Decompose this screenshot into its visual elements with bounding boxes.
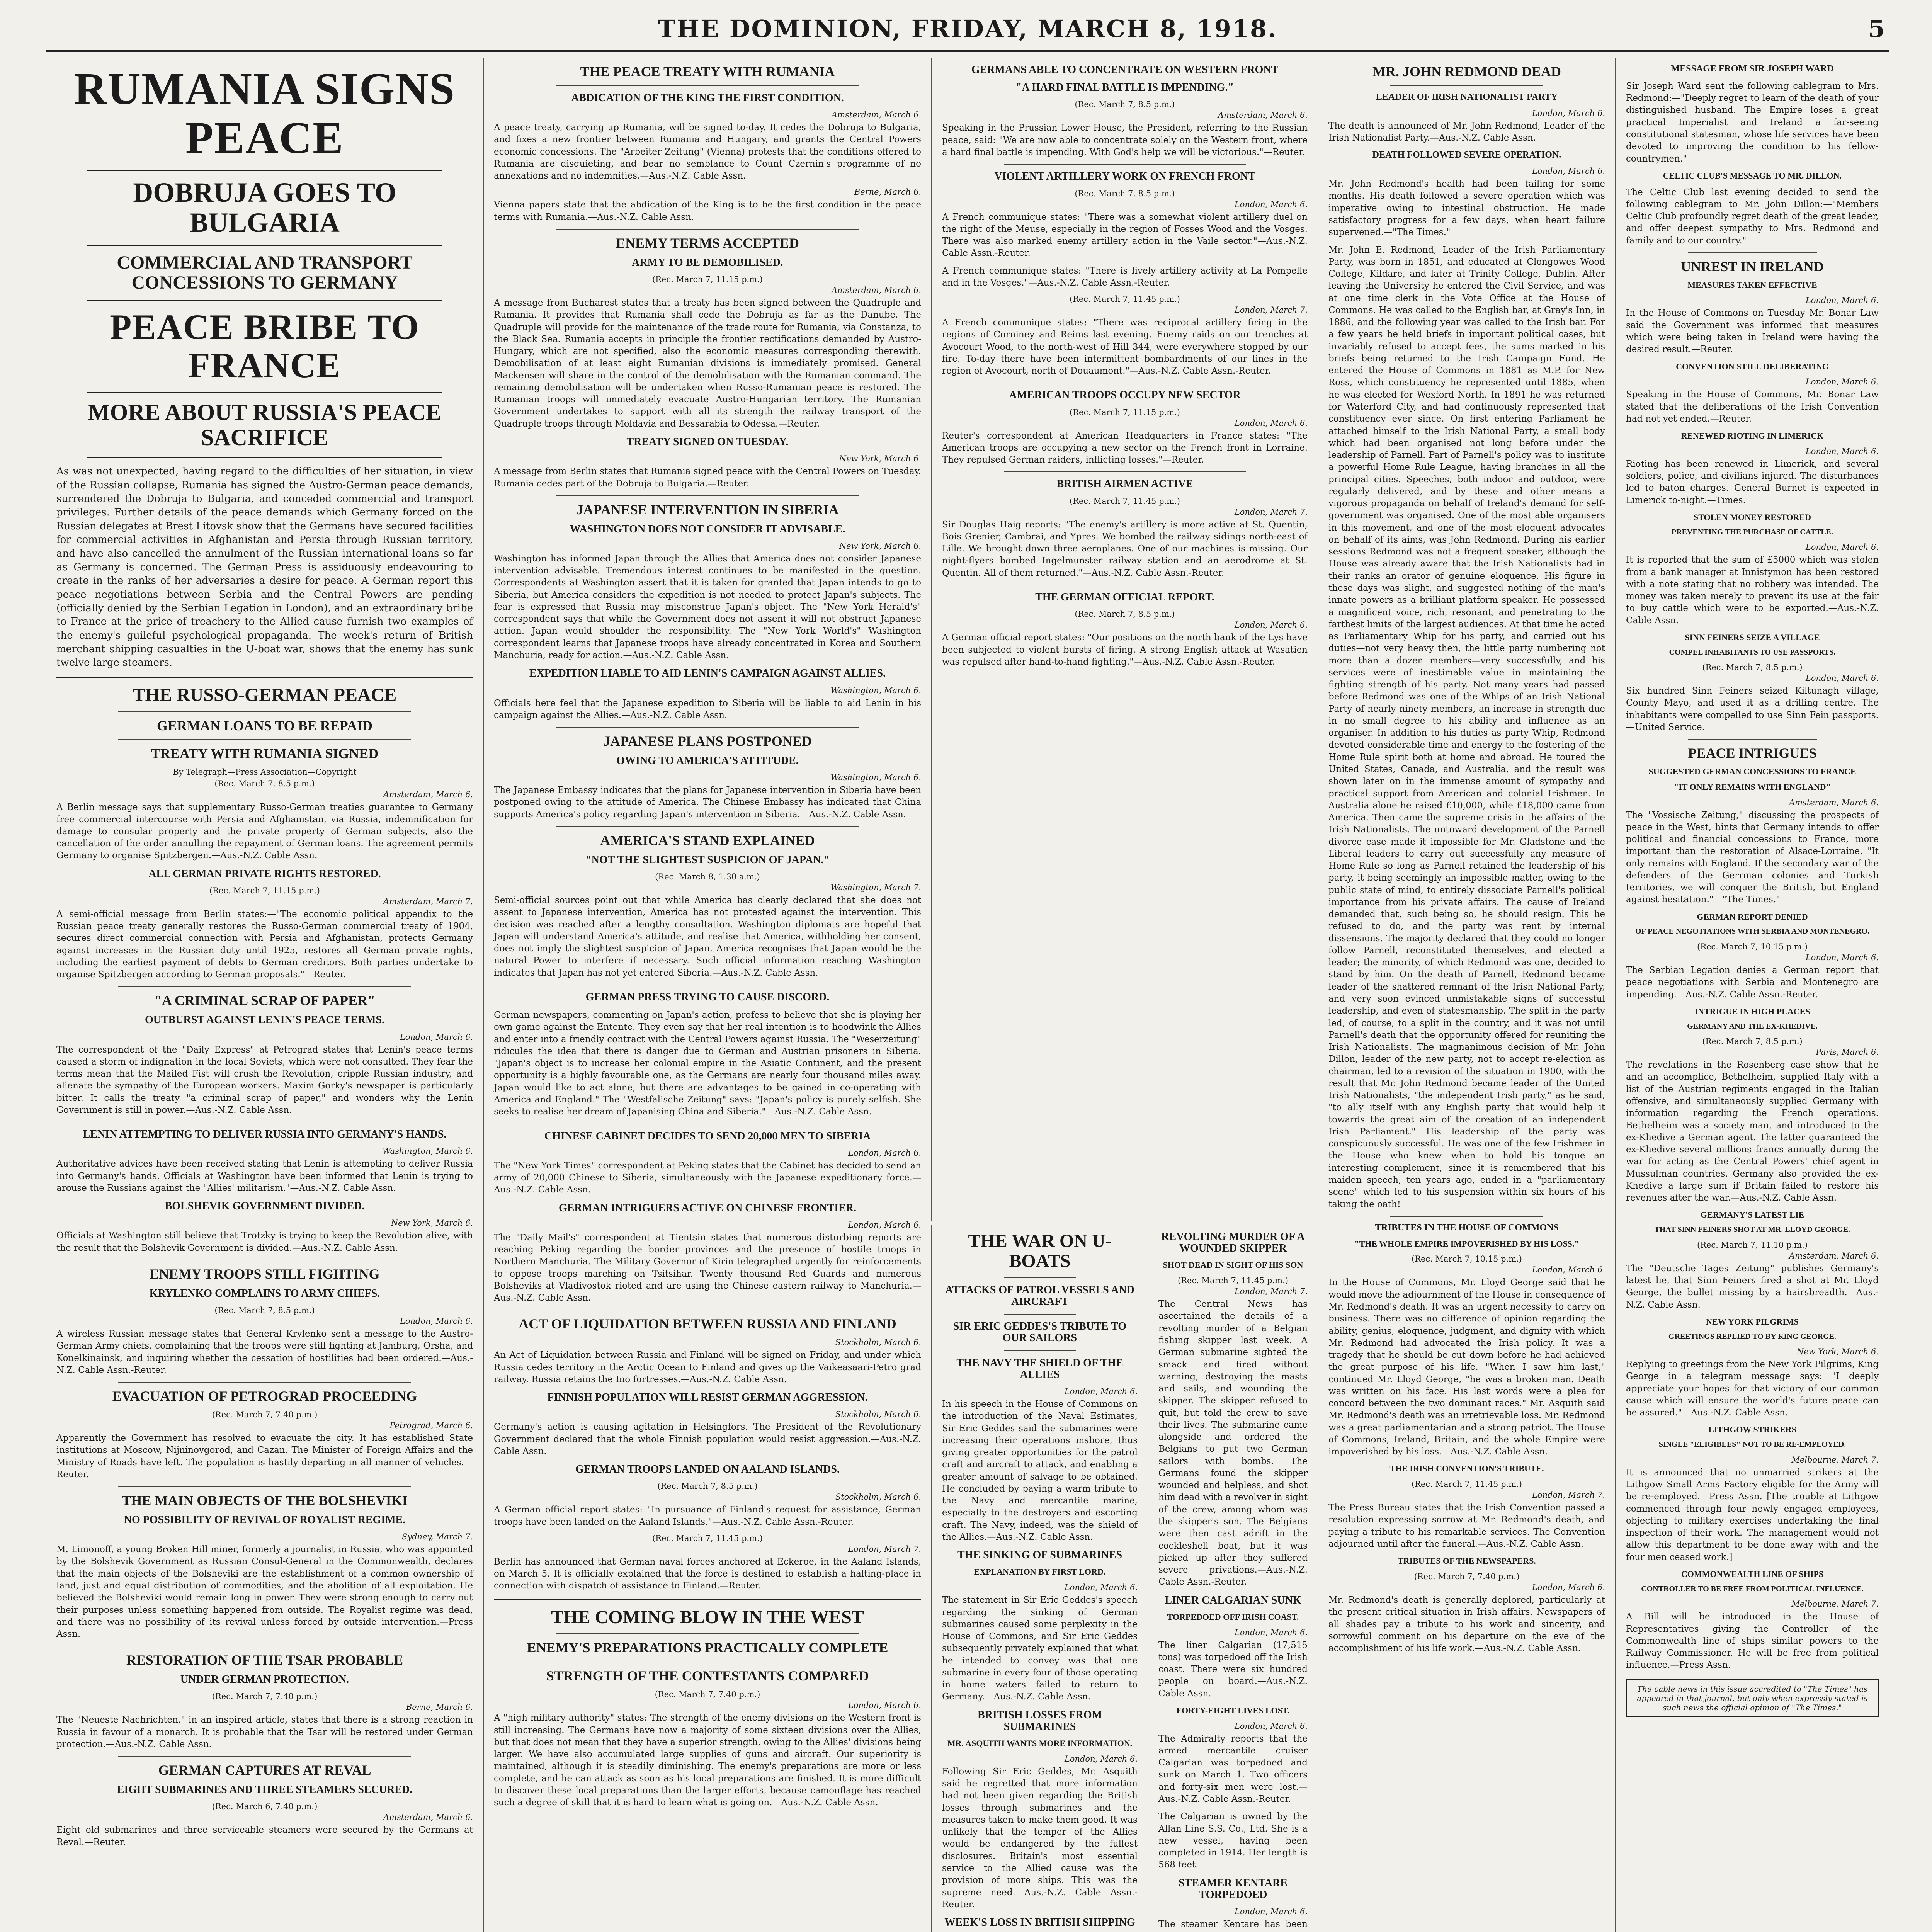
headline-irish-convention: THE IRISH CONVENTION'S TRIBUTE.: [1389, 1464, 1544, 1474]
subhead: ARMY TO BE DEMOBILISED.: [632, 256, 783, 269]
article-text: A message from Bucharest states that a treaty has been signed between the Quadruple and Rumania. It provides that Rumania shall cede the Dobruja as far as the Danube. The Quadruple will provide for the maintenance of the trade route for Rumania, via Constanza, to the Black Sea. Rumania accepts in principle the frontier rectifications demanded by Austro-Hungary, which are not specified, also the economic measures corresponding therewith. Demobilisation of at least eight Rumanian divisions is immediately promised. General Mackensen will share in the control of the demobilisation with the Rumanian command. The remaining demobilisation will be undertaken when Russo-Rumanian peace is restored. The Rumanian troops will immediately evacuate Austro-Hungarian territory. The Rumanian Government undertakes to support with all its strength the railway transport of the Quadruple troops through Moldavia and Bessarabia to Odessa.—Reuter.: [494, 298, 921, 429]
dateline: London, March 7.: [848, 1544, 921, 1554]
subhead: FORTY-EIGHT LIVES LOST.: [1176, 1705, 1290, 1715]
article-text: Speaking in the House of Commons, Mr. Bonar Law stated that the deliberations of the Irish Convention had not yet ended.—Reuter.: [1626, 389, 1879, 424]
article-text: It is reported that the sum of £5000 which was stolen from a bank manager at Innistymon has been restored with a note stating that no robbery was intended. The money was taken merely to prevent its use at the fair to buy cattle which were to be exported.—Aus.-N.Z. Cable Assn.: [1626, 555, 1879, 626]
dateline: Washington, March 6.: [830, 685, 921, 695]
subhead: EXPLANATION BY FIRST LORD.: [974, 1567, 1106, 1577]
article-text: The "Daily Mail's" correspondent at Tientsin states that numerous disturbing reports are reaching Peking regarding the border provinces and the presence of hostile troops in Northern Manchuria. The Military Governor of Kirin telegraphed urgently for reinforcements to oppose troops marching on Tsitsihar. Twenty thousand Red Guards and numerous Bolsheviks at Vladivostok rioted and are using the Chinese eastern railway to Manchuria.—Aus.-N.Z. Cable Assn.: [494, 1232, 921, 1303]
headline-treaty-tuesday: TREATY SIGNED ON TUESDAY.: [626, 436, 789, 448]
article-text: A German official report states: "Our positions on the north bank of the Lys have been subjected to violent bursts of firing. A strong English attack at Wasatien was repulsed after hand-to-hand fighting."—Aus.-N.Z. Cable Assn.-Reuter.: [942, 633, 1308, 667]
article-text: A "high military authority" states: The strength of the enemy divisions on the Western front is still increasing. The Germans have now a majority of some sixteen divisions over the Allies, but that does not mean that they have a superior strength, owing to the Allies' divisions being larger. We have also accumulated large supplies of guns and aircraft. Our superiority is maintained, although it is steadily diminishing. The enemy's preparations are more or less complete, and he can attack as soon as his local preparations are finished. It is more difficult to discover these local preparations than the larger efforts, because camouflage has reached such a degree of skill that it is hard to learn what is going on.—Aus.-N.Z. Cable Assn.: [494, 1713, 921, 1808]
article-text: Eight old submarines and three serviceable steamers were secured by the Germans at Reval.—Reuter.: [56, 1825, 473, 1847]
received-time: (Rec. March 7, 8.5 p.m.): [1075, 609, 1175, 619]
subhead: SIR ERIC GEDDES'S TRIBUTE TO OUR SAILORS: [953, 1320, 1127, 1344]
headline-war-on-uboats: THE WAR ON U-BOATS: [968, 1231, 1112, 1271]
article-text: Mr. John Redmond's health had been failing for some months. His death followed a severe operation which was imperative owing to intestinal obstruction. He made satisfactory progress for a few days, when heart failure supervened.—"The Times.": [1328, 179, 1605, 238]
article-text: A peace treaty, carrying up Rumania, will be signed to-day. It cedes the Dobruja to Bulgaria, and fixes a new frontier between Rumania and Hungary, and grants the Central Powers economic concessions. The "Arbeiter Zeitung" (Vienna) protests that the conditions offered to Rumania are disquieting, and bear no semblance to Count Czernin's programme of no annexations and no indemnities.—Aus.-N.Z. Cable Assn.: [494, 122, 921, 181]
headline-convention: CONVENTION STILL DELIBERATING: [1676, 361, 1829, 371]
subhead: ALL GERMAN PRIVATE RIGHTS RESTORED.: [148, 867, 381, 880]
received-time: (Rec. March 7, 11.45 p.m.): [1070, 294, 1180, 304]
subhead: EIGHT SUBMARINES AND THREE STEAMERS SECURED.: [117, 1784, 413, 1796]
received-time: (Rec. March 7, 8.5 p.m.): [1702, 663, 1803, 672]
subhead-preparations: ENEMY'S PREPARATIONS PRACTICALLY COMPLETE: [527, 1640, 888, 1656]
headline-latest-lie: GERMANY'S LATEST LIE: [1700, 1210, 1804, 1220]
headline-calgarian: LINER CALGARIAN SUNK: [1165, 1594, 1301, 1606]
dateline: London, March 6.: [1234, 1907, 1308, 1917]
article-text: A French communique states: "There was a somewhat violent artillery duel on the right of the Meuse, especially in the region of Fosses Wood and the Vosges. There was also marked enemy artillery action in the Vaile sector."—Aus.-N.Z. Cable Assn.-Reuter.: [942, 212, 1308, 259]
headline-lenin: LENIN ATTEMPTING TO DELIVER RUSSIA INTO GERMANY'S HANDS.: [83, 1128, 447, 1141]
subhead: OF PEACE NEGOTIATIONS WITH SERBIA AND MONTENEGRO.: [1635, 927, 1869, 936]
editorial-note: The cable news in this issue accredited to "The Times" has appeared in that journal, but only when expressly stated is such news the official opinion of "The Times.": [1626, 1679, 1879, 1717]
article-text: Six hundred Sinn Feiners seized Kiltunagh village, County Mayo, and used it as a drilling centre. The inhabitants were compelled to use Sinn Fein passports.—United Service.: [1626, 686, 1879, 732]
article-text: Following Sir Eric Geddes, Mr. Asquith said he regretted that more information had not been given regarding the British losses through submarines and the measures taken to make them good. It was unlikely that the temper of the Allies would be endangered by the fullest disclosures. Britain's most essential service to the Allied cause was the provision of more ships. This was the supreme need.—Aus.-N.Z. Cable Assn.-Reuter.: [942, 1766, 1138, 1910]
subhead: NO POSSIBILITY OF REVIVAL OF ROYALIST REGIME.: [124, 1514, 406, 1526]
dateline: Washington, March 7.: [830, 883, 921, 893]
dateline: London, March 6.: [1805, 673, 1879, 683]
column-1: [46, 58, 483, 1932]
headline-enemy-troops: ENEMY TROOPS STILL FIGHTING: [150, 1266, 380, 1282]
article-text: Speaking in the Prussian Lower House, the President, referring to the Russian peace, said: "We are now able to concentrate solely on the Western front, where a hard final battle is impending. With God's help we will be victorious."—Reuter.: [942, 123, 1308, 157]
dateline: London, March 6.: [1234, 1628, 1308, 1637]
subhead: ATTACKS OF PATROL VESSELS AND AIRCRAFT: [945, 1284, 1134, 1308]
article-text: The death is announced of Mr. John Redmond, Leader of the Irish Nationalist Party.—Aus.-N.Z. Cable Assn.: [1328, 121, 1605, 143]
dateline: London, March 6.: [848, 1148, 921, 1158]
dateline: Amsterdam, March 6.: [1789, 798, 1879, 807]
dateline: Amsterdam, March 7.: [383, 896, 473, 906]
article-text: Sir Joseph Ward sent the following cablegram to Mrs. Redmond:—"Deeply regret to learn of the death of your distinguished husband. The Empire loses a great practical Imperialist and Ireland a far-seeing constitutional statesman, whose life services have been devoted to improving the condition to his fellow-countrymen.": [1626, 81, 1879, 164]
dateline: Berne, March 6.: [854, 187, 921, 197]
dateline: Paris, March 6.: [1816, 1048, 1879, 1057]
subhead-strength: STRENGTH OF THE CONTESTANTS COMPARED: [546, 1668, 869, 1684]
headline-coming-blow: THE COMING BLOW IN THE WEST: [551, 1607, 864, 1628]
subhead: SUGGESTED GERMAN CONCESSIONS TO FRANCE: [1648, 767, 1856, 777]
headline-lithgow: LITHGOW STRIKERS: [1708, 1425, 1796, 1435]
article-text: A German official report states: "In pursuance of Finland's request for assistance, German troops have been landed on the Aaland Islands."—Aus.-N.Z. Cable Assn.-Reuter.: [494, 1505, 921, 1527]
received-time: (Rec. March 7, 11.45 p.m.): [652, 1533, 763, 1543]
dateline: Berne, March 6.: [406, 1702, 473, 1712]
article-text: Reuter's correspondent at American Headquarters in France states: "The American troops are occupying a new sector on the French front in Lorraine. They repulsed German raiders, inflicting losses."—Reuter.: [942, 430, 1308, 465]
article-text: In the House of Commons, Mr. Lloyd George said that he would move the adjournment of the House in consequence of Mr. Redmond's death. It was an urgent necessity to carry on business. There was no difference of opinion regarding the ability, genius, eloquence, judgment, and dignity with which Mr. Redmond had advocated the Irish policy. It was a tragedy that he should be cut down before he had achieved the great purpose of his life. "When I saw him last," continued Mr. Lloyd George, "he was a broken man. Death was written on his face. His last words were a plea for concord between the two dominant races." Mr. Asquith said Mr. Redmond's death was an irretrievable loss. Mr. Redmond was a great parliamentarian and a strong patriot. The House of Commons, Ireland, Britain, and the whole Empire were impoverished by his loss.—Aus.-N.Z. Cable Assn.: [1328, 1277, 1605, 1457]
headline-tributes-commons: TRIBUTES IN THE HOUSE OF COMMONS: [1375, 1222, 1559, 1233]
subhead: OUTBURST AGAINST LENIN'S PEACE TERMS.: [145, 1014, 385, 1026]
headline-liquidation: ACT OF LIQUIDATION BETWEEN RUSSIA AND FINLAND: [519, 1316, 896, 1332]
dateline: London, March 6.: [400, 1032, 473, 1042]
headline-russia-sacrifice: MORE ABOUT RUSSIA'S PEACE SACRIFICE: [88, 399, 442, 450]
headline-limerick: RENEWED RIOTING IN LIMERICK: [1681, 431, 1824, 441]
dateline: Amsterdam, March 6.: [383, 1813, 473, 1822]
article-text: A French communique states: "There is lively artillery activity at La Pompelle and in the Vosges."—Aus.-N.Z. Cable Assn.-Reuter.: [942, 265, 1308, 288]
column-3-top: [931, 58, 1318, 1221]
subhead: GREETINGS REPLIED TO BY KING GEORGE.: [1668, 1332, 1837, 1341]
article-text: Sir Douglas Haig reports: "The enemy's artillery is more active at St. Quentin, Bois Grenier, Cambrai, and Ypres. We bombed the railway sidings north-east of Lille. We brought down three aeroplanes. One of our machines is missing. Our night-flyers bombed Ingelmunster railway station and an aerodrome at St. Quentin. All of them returned."—Aus.-N.Z. Cable Assn.-Reuter.: [942, 519, 1308, 578]
article-text: Officials at Washington still believe that Trotzky is trying to keep the Revolution alive, with the result that the Bolshevik Government is divided.—Aus.-N.Z. Cable Assn.: [56, 1231, 473, 1253]
article-text: The "Neueste Nachrichten," in an inspired article, states that there is a strong reaction in Russia in favour of a monarch. It is probable that the Tsar will be restored under German protection.—Aus.-N.Z. Cable Assn.: [56, 1715, 473, 1749]
subhead: WASHINGTON DOES NOT CONSIDER IT ADVISABLE.: [570, 523, 845, 535]
article-text: Vienna papers state that the abdication of the King is to be the first condition in the peace terms with Rumania.—Aus.-N.Z. Cable Assn.: [494, 200, 921, 222]
article-text: In his speech in the House of Commons on the introduction of the Naval Estimates, Sir Eric Geddes said the submarines were increasing their operations inshore, thus giving greater opportunities for the patrol craft and aircraft to attack, and enabling a greater amount of salvage to be obtained. He concluded by paying a warm tribute to the Navy and mercantile marine, especially to the destroyers and escorting craft. The Navy, indeed, was the shield of the Allies.—Aus.-N.Z. Cable Assn.: [942, 1399, 1138, 1542]
headline-celtic-club: CELTIC CLUB'S MESSAGE TO MR. DILLON.: [1663, 170, 1842, 180]
received-time: (Rec. March 7, 8.5 p.m.): [657, 1481, 758, 1491]
article-text: German newspapers, commenting on Japan's action, profess to believe that she is playing her own game against the Entente. They even say that her real intention is to hoodwink the Allies and enter into a friendly contract with the Central Powers against Russia. The "Weserzeitung" ridicules the idea that there is danger due to German and Austrian prisoners in Siberia. "Japan's object is to increase her colonial empire in the Asiatic Continent, and the present opportunity is a highly favourable one, as the Germans are nearly four thousand miles away. Japan would like to act alone, but there are advantages to be gained in co-operating with America and England." The "Westfalische Zeitung" says: "Japan's policy is purely selfish. She seeks to realise her dream of Japanising China and Siberia."—Aus.-N.Z. Cable Assn.: [494, 1010, 921, 1117]
article-text: The "New York Times" correspondent at Peking states that the Cabinet has decided to send an army of 20,000 Chinese to Siberia, simultaneously with the Japanese expeditionary force.—Aus.-N.Z. Cable Assn.: [494, 1160, 921, 1195]
section-russo-german-peace: THE RUSSO-GERMAN PEACE: [133, 684, 397, 705]
headline-bolsheviki: THE MAIN OBJECTS OF THE BOLSHEVIKI: [122, 1493, 408, 1509]
headline-finnish: FINNISH POPULATION WILL RESIST GERMAN AGGRESSION.: [547, 1391, 868, 1404]
article-text: In the House of Commons on Tuesday Mr. Bonar Law said the Government was informed that measures which were being taken in Ireland were having the desired result.—Reuter.: [1626, 308, 1879, 355]
article-text: A semi-official message from Berlin states:—"The economic political appendix to the Russian peace treaty generally restores the Russo-German commercial treaty of 1904, secures direct commercial connection with Persia and Afghanistan, protects Germany against increases in the Russian duty until 1925, restores all German private rights, including the earliest payment of debts to German creditors. Both parties undertake to organise Spitzbergen according to German proposals."—Reuter.: [56, 909, 473, 980]
subhead: LEADER OF IRISH NATIONALIST PARTY: [1376, 92, 1558, 102]
dateline: London, March 6.: [848, 1220, 921, 1230]
received-time: (Rec. March 7, 8.5 p.m.): [1075, 189, 1175, 198]
dateline: London, March 6.: [1234, 1721, 1308, 1731]
received-time: (Rec. March 7, 11.10 p.m.): [1697, 1240, 1808, 1250]
article-text: M. Limonoff, a young Broken Hill miner, formerly a journalist in Russia, who was appointed by the Bolshevik Government as Russian Consul-General in the Commonwealth, declares that the main objects of the Bolsheviki are the establishment of a common ownership of land, just and equal distribution of commodities, and the abolition of all exploitation. He believed the Bolsheviki would remain long in power. They were strong enough to carry out their purposes unless something happened from outside. The Royalist regime was dead, and there was no possibility of its revival unless forced by outside intervention.—Press Assn.: [56, 1544, 473, 1639]
article-text: The Serbian Legation denies a German report that peace negotiations with Serbia and Montenegro are impending.—Aus.-N.Z. Cable Assn.-Reuter.: [1626, 965, 1879, 1000]
subhead: KRYLENKO COMPLAINS TO ARMY CHIEFS.: [149, 1287, 380, 1299]
article-text: The statement in Sir Eric Geddes's speech regarding the sinking of German submarines caused some perplexity in the House of Commons, and Sir Eric Geddes subsequently privately explained that what he intended to convey was that one submarine in every four of those operating in home waters failed to return to Germany.—Aus.-N.Z. Cable Assn.: [942, 1595, 1138, 1702]
article-text: Semi-official sources point out that while America has clearly declared that she does not assent to Japanese intervention, America has not protested against the intervention. This decision was reached after a lengthy consultation. Washington diplomats are hopeful that Japan will understand America's attitude, and realise that America, withholding her consent, does not imply the slightest suspicion of Japan. America recognises that Japan would be the natural Power to interfere if necessary. Such official information reaching Washington indicates that Japan has not yet entered Siberia.—Aus.-N.Z. Cable Assn.: [494, 895, 921, 978]
subhead: MR. ASQUITH WANTS MORE INFORMATION.: [947, 1738, 1133, 1748]
article-text: Officials here feel that the Japanese expedition to Siberia will be liable to aid Lenin in his campaign against the Allies.—Aus.-N.Z. Cable Assn.: [494, 698, 921, 720]
dateline: London, March 7.: [1234, 305, 1308, 315]
dateline: Stockholm, March 6.: [835, 1410, 921, 1419]
headline-british-losses: BRITISH LOSSES FROM SUBMARINES: [977, 1709, 1102, 1733]
received-time: (Rec. March 7, 11.15 p.m.): [209, 886, 320, 895]
headline-enemy-terms: ENEMY TERMS ACCEPTED: [616, 235, 799, 251]
dateline: London, March 6.: [1234, 199, 1308, 209]
article-text: The Japanese Embassy indicates that the plans for Japanese intervention in Siberia have been postponed owing to the attitude of America. The Chinese Embassy has indicated that China supports America's policy regarding Japan's intervention in Siberia.—Aus.-N.Z. Cable Assn.: [494, 785, 921, 820]
subhead: "A HARD FINAL BATTLE IS IMPENDING.": [1015, 82, 1234, 94]
dateline: Amsterdam, March 6.: [1789, 1251, 1879, 1260]
subhead: GERMANY AND THE EX-KHEDIVE.: [1687, 1022, 1818, 1031]
received-time: (Rec. March 7, 11.15 p.m.): [652, 275, 763, 284]
dateline: New York, March 6.: [1796, 1347, 1879, 1357]
subhead: TORPEDOED OFF IRISH COAST.: [1167, 1612, 1299, 1622]
dateline: London, March 7.: [1234, 507, 1308, 517]
dateline: Amsterdam, March 6.: [831, 110, 921, 120]
dateline: London, March 6.: [400, 1316, 473, 1326]
subhead: THAT SINN FEINERS SHOT AT MR. LLOYD GEORGE.: [1654, 1225, 1850, 1234]
subhead: MEASURES TAKEN EFFECTIVE: [1687, 280, 1817, 290]
subhead: SINGLE "ELIGIBLES" NOT TO BE RE-EMPLOYED.: [1658, 1440, 1846, 1449]
article-text: The revelations in the Rosenberg case show that he and an accomplice, Bethelheim, supplied Italy with a list of the Austrian regiments engaged in the Italian offensive, and simultaneously supplied Germany with information regarding the French operations. Bethelheim was a society man, and introduced to the ex-Khedive a German agent. The latter guaranteed the ex-Khedive several millions francs annually during the war for acting as the Central Powers' chief agent in Mussulman countries. Germany also provided the ex-Khedive a large sum if Britain failed to restore his revenues after the war.—Aus.-N.Z. Cable Assn.: [1626, 1060, 1879, 1203]
dateline: Melbourne, March 7.: [1791, 1599, 1879, 1609]
dateline: Amsterdam, March 6.: [831, 286, 921, 295]
dateline: London, March 6.: [1064, 1387, 1138, 1396]
received-time: (Rec. March 7, 11.15 p.m.): [1070, 407, 1180, 417]
dateline: Amsterdam, March 6.: [1218, 111, 1308, 120]
headline-treaty-rumania: THE PEACE TREATY WITH RUMANIA: [580, 64, 835, 79]
article-text: A Berlin message says that supplementary Russo-German treaties guarantee to Germany free commercial intercourse with Persia and Afghanistan, via Russia, indemnification for damage to consular property and the private property of German subjects, also the cancellation of the order annulling the repayment of German loans. The agreement permits Germany to organise Spitzbergen.—Aus.-N.Z. Cable Assn.: [56, 802, 473, 861]
dateline: Sydney, March 7.: [401, 1532, 473, 1542]
dateline: London, March 6.: [1805, 953, 1879, 963]
headline-peace-bribe: PEACE BRIBE TO FRANCE: [110, 307, 420, 385]
subhead: OWING TO AMERICA'S ATTITUDE.: [616, 754, 799, 767]
headline-commonwealth-line: COMMONWEALTH LINE OF SHIPS: [1681, 1569, 1824, 1579]
article-text: Germany's action is causing agitation in Helsingfors. The President of the Revolutionary Government declared that the whole Finnish population would resist aggression.—Aus.-N.Z. Cable Assn.: [494, 1422, 921, 1456]
dateline: London, March 6.: [1234, 620, 1308, 630]
headline-aaland: GERMAN TROOPS LANDED ON AALAND ISLANDS.: [575, 1463, 840, 1476]
article-text: The Central News has ascertained the details of a revolting murder of a Belgian fishing skipper last week. A German submarine sighted the smack and fired without warning, destroying the masts and sails, and wounding the skipper. The skipper refused to quit, but told the crew to save their lives. The submarine came alongside and ordered the Belgians to put two German sailors with bombs. The Germans found the skipper wounded and helpless, and shot him dead with a revolver in sight of the crew, among whom was the skipper's son. The Belgians were then cast adrift in the cockleshell boat, but it was picked up after they suffered severe privations.—Aus.-N.Z. Cable Assn.-Reuter.: [1158, 1299, 1308, 1587]
subhead: COMPEL INHABITANTS TO USE PASSPORTS.: [1669, 648, 1836, 656]
article-text: The Celtic Club last evening decided to send the following cablegram to Mr. John Dillon:—"Members Celtic Club profoundly regret death of the great leader, and offer deepest sympathy to Mrs. Redmond and family and to our country.": [1626, 187, 1879, 246]
headline-new-york-pilgrims: NEW YORK PILGRIMS: [1706, 1316, 1799, 1327]
dateline: London, March 6.: [848, 1701, 921, 1710]
headline-german-intriguers: GERMAN INTRIGUERS ACTIVE ON CHINESE FRONTIER.: [558, 1202, 857, 1214]
article-text: Washington has informed Japan through the Allies that America does not consider Japanese intervention advisable. Tremendous interest continues to be manifested in the question. Correspondents at Washington assert that it is taken for granted that Japan intends to go to Siberia, but America considers the expedition is not needed to protect Japan's subjects. The fear is expressed that Russia may misconstrue Japan's object. The "New York Herald's" correspondent says that while the Government does not assent it will not obstruct Japanese action. Japan would shoulder the responsibility. The "New York World's" Washington correspondent learns that Japanese troops have already concentrated in Korea and Southern Manchuria, ready for action.—Aus.-N.Z. Cable Assn.: [494, 553, 921, 660]
headline-sinking-submarines: THE SINKING OF SUBMARINES: [957, 1549, 1122, 1561]
headline-british-airmen: BRITISH AIRMEN ACTIVE: [1056, 478, 1193, 490]
subhead: DEATH FOLLOWED SEVERE OPERATION.: [1372, 150, 1561, 160]
headline-newspaper-tributes: TRIBUTES OF THE NEWSPAPERS.: [1398, 1556, 1536, 1566]
dateline: Stockholm, March 6.: [835, 1338, 921, 1347]
received-time: (Rec. March 8, 1.30 a.m.): [655, 872, 760, 882]
dateline: London, March 6.: [1532, 167, 1605, 176]
dateline: London, March 6.: [1805, 543, 1879, 552]
headline-revolting-murder: REVOLTING MURDER OF A WOUNDED SKIPPER: [1161, 1231, 1305, 1255]
subhead: CONTROLLER TO BE FREE FROM POLITICAL INFLUENCE.: [1641, 1584, 1864, 1593]
column-redmond: [1318, 58, 1615, 1932]
dateline: London, March 6.: [1532, 1265, 1605, 1275]
subhead: UNDER GERMAN PROTECTION.: [180, 1673, 349, 1686]
headline-kentare: STEAMER KENTARE TORPEDOED: [1179, 1877, 1287, 1901]
headline-joseph-ward: MESSAGE FROM SIR JOSEPH WARD: [1671, 64, 1834, 74]
dateline: London, March 6.: [1064, 1583, 1138, 1592]
headline-german-official: THE GERMAN OFFICIAL REPORT.: [1035, 591, 1214, 604]
masthead: [46, 8, 1889, 52]
subhead-german-loans: GERMAN LOANS TO BE REPAID: [156, 718, 373, 733]
received-time: (Rec. March 7, 11.45 p.m.): [1070, 496, 1180, 506]
article-text: The liner Calgarian (17,515 tons) was torpedoed off the Irish coast. There were six hundred people on board.—Aus.-N.Z. Cable Assn.: [1158, 1640, 1308, 1699]
column-5: [1615, 58, 1889, 1932]
dateline: London, March 6.: [1532, 1583, 1605, 1592]
received-time: (Rec. March 7, 8.5 p.m.): [1075, 100, 1175, 109]
headline-japanese-postponed: JAPANESE PLANS POSTPONED: [603, 733, 812, 749]
headline-expedition: EXPEDITION LIABLE TO AID LENIN'S CAMPAIGN AGAINST ALLIES.: [529, 667, 886, 680]
article-text: An Act of Liquidation between Russia and Finland will be signed on Friday, and under which Russia cedes territory in the Arctic Ocean to Finland and gives up the Vaikeasaari-Petro grad railway. Russia retains the Ino fortresses.—Aus.-N.Z. Cable Assn.: [494, 1350, 921, 1384]
article-text: The "Vossische Zeitung," discussing the prospects of peace in the West, hints that Germany intends to offer political and financial concessions to France, more important than the restoration of Alsace-Lorraine. "It only remains with England. If the secondary war of the defenders of the Gerrman colonies and Turkish territories, we will conquer the British, but England against hesitation."—"The Times.": [1626, 810, 1879, 905]
byline: By Telegraph—Press Association—Copyright: [173, 767, 357, 777]
subhead-treaty-rumania: TREATY WITH RUMANIA SIGNED: [151, 746, 379, 762]
received-time: (Rec. March 7, 7.40 p.m.): [212, 1692, 318, 1701]
lead-paragraph: As was not unexpected, having regard to the difficulties of her situation, in view of the Russian collapse, Rumania has signed the Austro-German peace demands, surrendered the Dobruja to Bulgaria, and conceded commercial and transport privileges. Further details of the peace demands which Germany forced on the Russian delegates at Brest Litovsk show that the Germans have secured facilities for commercial activities in Afghanistan and Persia through Russian territory, and have also cancelled the annulment of the Russian international loans so far as Germany is concerned. The German Press is assiduously endeavouring to create in the ranks of her adversaries a desire for peace. A German report this peace negotiations between Serbia and the Central Powers are pending (officially denied by the Serbian Legation in London), and an extraordinary bribe to France at the price of treachery to the Allied cause furnish two examples of the enemy's guileful psychological propaganda. The week's return of British merchant shipping casualties in the U-boat war, shows that the enemy has sunk twelve large steamers.: [56, 466, 473, 669]
headline-commercial: COMMERCIAL AND TRANSPORT CONCESSIONS TO GERMANY: [117, 252, 413, 293]
dateline: Stockholm, March 6.: [835, 1492, 921, 1502]
headline-criminal-scrap: "A CRIMINAL SCRAP OF PAPER": [154, 993, 375, 1009]
headline-tsar: RESTORATION OF THE TSAR PROBABLE: [126, 1652, 403, 1668]
headline-america-stand: AMERICA'S STAND EXPLAINED: [600, 832, 815, 848]
article-text: Mr. Redmond's death is generally deplored, particularly at the present critical situation in Irish affairs. Newspapers of all shades pay a tribute to his work and sincerity, and sorrowful comment on his departure on the eve of the accomplishment of his life work.—Aus.-N.Z. Cable Assn.: [1328, 1595, 1605, 1654]
headline-western-front: GERMANS ABLE TO CONCENTRATE ON WESTERN FRONT: [971, 64, 1279, 76]
headline-intrigue-high-places: INTRIGUE IN HIGH PLACES: [1694, 1006, 1810, 1016]
dateline: New York, March 6.: [839, 454, 921, 464]
dateline: London, March 6.: [1805, 296, 1879, 305]
article-text: Authoritative advices have been received stating that Lenin is attempting to deliver Russia into Germany's hands. Officials at Washington have been informed that Lenin is trying to arouse the Russians against the "Allies' militarism."—Aus.-N.Z. Cable Assn.: [56, 1159, 473, 1193]
headline-stolen-money: STOLEN MONEY RESTORED: [1693, 512, 1811, 522]
received-time: (Rec. March 7, 10.15 p.m.): [1697, 942, 1808, 952]
headline-petrograd: EVACUATION OF PETROGRAD PROCEEDING: [112, 1388, 417, 1404]
headline-japanese-siberia: JAPANESE INTERVENTION IN SIBERIA: [576, 502, 839, 517]
dateline: New York, March 6.: [839, 541, 921, 551]
dateline: London, March 7.: [1234, 1287, 1308, 1296]
article-text: A Bill will be introduced in the House of Representatives giving the Controller of the Commonwealth line of ships similar powers to the Railway Commissioner. He will be free from political influence.—Press Assn.: [1626, 1612, 1879, 1670]
received-time: (Rec. March 7, 11.45 p.m.): [1412, 1480, 1522, 1489]
article-text: Rioting has been renewed in Limerick, and several soldiers, police, and civilians injured. The disturbances led to baton charges. General Burnet is expected in Limerick to-night.—Times.: [1626, 459, 1879, 505]
received-time: (Rec. March 7, 8.5 p.m.): [1702, 1037, 1803, 1046]
dateline: Washington, March 6.: [830, 773, 921, 782]
article-text: It is announced that no unmarried strikers at the Lithgow Small Arms Factory eligible for the Army will be re-employed.—Press Assn. [The trouble at Lithgow commenced through four newly engaged employees, objecting to military exercises undertaking the final inspection of their work. The management would not allow this department to be done away with and the four men ceased work.]: [1626, 1467, 1879, 1562]
subhead: THE NAVY THE SHIELD OF THE ALLIES: [956, 1357, 1123, 1381]
column-4-misc: [1148, 1225, 1318, 1932]
column-2: [483, 58, 931, 1932]
received-time: (Rec. March 7, 10.15 p.m.): [1412, 1254, 1522, 1264]
headline-american-troops: AMERICAN TROOPS OCCUPY NEW SECTOR: [1009, 389, 1241, 401]
subhead: "THE WHOLE EMPIRE IMPOVERISHED BY HIS LOSS.": [1354, 1238, 1579, 1248]
headline-peace-intrigues: PEACE INTRIGUES: [1688, 745, 1817, 761]
article-text: A French communique states: "There was reciprocal artillery firing in the regions of Corniney and Reims last evening. Enemy raids on our trenches at Avocourt Wood, to the north-west of Hill 344, were everywhere stopped by our fire. To-day there have been intermittent bombardments of our lines in the region of Avocourt, north of Douaumont."—Aus.-N.Z. Cable Assn.-Reuter.: [942, 318, 1308, 376]
dateline: London, March 6.: [1805, 377, 1879, 387]
article-text: Mr. John E. Redmond, Leader of the Irish Parliamentary Party, was born in 1851, and educated at Clongowes Wood College, Kildare, and later at Trinity College, Dublin. After leaving the University he entered the Civil Service, and was at one time clerk in the Vote Office at the House of Commons. He was called to the English bar, at Gray's Inn, in 1886, and the following year was called to the Irish bar. For a few years he held briefs in important political cases, but invariably refused to accept fees, the sums marked in his briefs being returned to the Irish Campaign Fund. He entered the House of Commons in 1881 as M.P. for New Ross, which constituency he represented until 1885, when he was elected for Wexford North. In 1891 he was returned for Waterford City, and had continuously represented that constituency ever since. On first entering Parliament he attached himself to the Irish National Party, a small body which had been organised not long before under the leadership of Parnell. Part of Parnell's policy was to institute a powerful Home Rule League, having branches in all the principal cities. Speeches, both indoor and outdoor, were regularly delivered, and by these and other means a vigorous propaganda on behalf of Ireland's demand for self-government was organised. One of the most able organisers in this movement, and one of the most eloquent advocates on behalf of its aims, was John Redmond. During his earlier sessions Redmond was not a frequent speaker, although the House was already aware that the Irish Nationalists had in their ranks an orator of genuine eloquence. His figure in these days was slight, and suggested nothing of the man's innate powers as a brilliant platform speaker. He possessed a magnificent voice, rich, resonant, and penetrating to the farthest limits of the largest audiences. At that time he acted as Parliamentary Whip for his party, and carried out his duties—not very heavy then, the little party numbering not more than a dozen members—very successfully, and his services were of inestimable value in maintaining the fighting strength of his party. Not many years had passed before Redmond was one of the Whips of an Irish National Party of nearly ninety members, an increase in strength due in no small degree to his ability and influence as an organiser. In addition to his duties as party Whip, Redmond devoted considerable time and energy to the fostering of the Home Rule spirit both at home and abroad. He toured the United States, Canada, and Australia, and the result was shown later on in the immense amount of sympathy and practical support from American and colonial Irishmen. In Australia alone he raised £10,000, while £18,000 came from America. Then came the supreme crisis in the affairs of the Irish Nationalists. The untoward development of the Parnell divorce case made it impossible for Mr. Gladstone and the Liberal leaders to carry out successfully any measure of Home Rule so long as Parnell retained the leadership of his party, it being seemingly an impossible matter, owing to the public state of mind, to entirely dissociate Parnell's political importance from his private affairs. The cause of Ireland demanded that, such being so, he should resign. This he refused to do, and the party was rent by internal dissensions. The majority declared that they could no longer follow Parnell, reconstituted themselves, and elected a leader; the minority, of which Redmond was one, decided to stand by him. On the death of Parnell, Redmond became leader of the shattered remnant of the Irish National Party, and very soon evinced unmistakable signs of successful leadership, and even of statesmanship. The split in the party led, of course, to a split in the country, and it was not until Parnell's death that the opportunity offered for reuniting the Irish Nationalists. The magnanimous decision of Mr. John Dillon, leader of the new party, not to accept re-election as chairman, led to a revision of the situation in 1900, with the result that Mr. John Redmond became leader of the United Irish Nationalists, "the independent Irish party," as he said, "to ally itself with any English party that would help it towards the great aim of the creation of an independent Irish Parliament." His leadership of the party was conspicuously successful. He was one of the few Irishmen in the House who knew when to hold his tongue—an interesting complement, since it is remembered that his maiden speech, ten years ago, ended in a "parliamentary scene" which led to his suspension within six hours of his taking the oath!: [1328, 245, 1605, 1209]
headline-unrest-ireland: UNREST IN IRELAND: [1681, 259, 1824, 274]
article-text: A message from Berlin states that Rumania signed peace with the Central Powers on Tuesday. Rumania cedes part of the Dobruja to Bulgaria.—Reuter.: [494, 466, 921, 489]
article-text: The correspondent of the "Daily Express" at Petrograd states that Lenin's peace terms caused a storm of indignation in the local Soviets, which were not consulted. They fear the terms mean that the Mailed Fist will crush the Revolution, cripple Russian industry, and alienate the sympathy of the European workers. Maxim Gorky's newspaper is particularly bitter. It calls the treaty "a criminal scrap of paper," and wonders why the Lenin Government is still in power.—Aus.-N.Z. Cable Assn.: [56, 1044, 473, 1115]
dateline: Amsterdam, March 6.: [383, 790, 473, 799]
article-text: The Press Bureau states that the Irish Convention passed a resolution expressing sorrow at Mr. Redmond's death, and paying a tribute to his remarkable services. The Convention adjourned until after the funeral.—Aus.-N.Z. Cable Assn.: [1328, 1503, 1605, 1549]
article-text: Apparently the Government has resolved to evacuate the city. It has established State institutions at Moscow, Nijninovgorod, and Cazan. The Minister of Foreign Affairs and the Ministry of Roads have left. The population is hastily departing in all manner of vehicles.—Reuter.: [56, 1433, 473, 1480]
dateline: Petrograd, March 6.: [389, 1421, 473, 1430]
dateline: London, March 6.: [1805, 446, 1879, 456]
article-text: Berlin has announced that German naval forces anchored at Eckeroe, in the Aaland Islands, on March 5. It is officially explained that the force is destined to establish a halting-place in connection with dispatch of assistance to Finland.—Reuter.: [494, 1556, 921, 1591]
article-text: The "Deutsche Tages Zeitung" publishes Germany's latest lie, that Sinn Feiners fired a shot at Mr. Lloyd George, the bullet missing by a hairsbreadth.—Aus.-N.Z. Cable Assn.: [1626, 1263, 1879, 1310]
headline-german-report-denied: GERMAN REPORT DENIED: [1697, 912, 1808, 922]
headline-german-press: GERMAN PRESS TRYING TO CAUSE DISCORD.: [585, 991, 830, 1003]
headline-chinese-cabinet: CHINESE CABINET DECIDES TO SEND 20,000 MEN TO SIBERIA: [544, 1130, 871, 1142]
subhead: SHOT DEAD IN SIGHT OF HIS SON: [1163, 1260, 1303, 1270]
article-text: Replying to greetings from the New York Pilgrims, King George in a telegram message says: "I deeply appreciate your hopes for that victory of our common cause which will ensure the world's future peace can be assured."—Aus.-N.Z. Cable Assn.: [1626, 1359, 1879, 1418]
headline-redmond-dead: MR. JOHN REDMOND DEAD: [1372, 64, 1561, 79]
received-time: (Rec. March 7, 7.40 p.m.): [212, 1410, 318, 1420]
headline-artillery: VIOLENT ARTILLERY WORK ON FRENCH FRONT: [994, 170, 1255, 183]
headline-sinn-feiners: SINN FEINERS SEIZE A VILLAGE: [1685, 632, 1820, 642]
dateline: Melbourne, March 7.: [1791, 1455, 1879, 1464]
subhead: "IT ONLY REMAINS WITH ENGLAND": [1674, 782, 1831, 792]
article-text: The Calgarian is owned by the Allan Line S.S. Co., Ltd. She is a new vessel, having been completed in 1914. Her length is 568 feet.: [1158, 1811, 1308, 1870]
dateline: London, March 7.: [1532, 1490, 1605, 1500]
article-text: A wireless Russian message states that General Krylenko sent a message to the Austro-German Army chiefs, complaining that the troops were still fighting at Jamburg, Orsha, and Konelkinainsk, and inquiring whether the cessation of hostilities had been ordered.—Aus.-N.Z. Cable Assn.-Reuter.: [56, 1329, 473, 1375]
dateline: London, March 6.: [1234, 418, 1308, 428]
article-text: The Admiralty reports that the armed mercantile cruiser Calgarian was torpedoed and sunk on March 1. Two officers and forty-six men were lost.—Aus.-N.Z. Cable Assn.-Reuter.: [1158, 1733, 1308, 1804]
dateline: London, March 6.: [1532, 108, 1605, 118]
dateline: London, March 6.: [1064, 1754, 1138, 1764]
dateline: New York, March 6.: [391, 1218, 473, 1228]
dateline: Washington, March 6.: [382, 1146, 473, 1156]
headline-weeks-loss: WEEK'S LOSS IN BRITISH SHIPPING: [944, 1917, 1135, 1929]
headline-bolshevik-divided: BOLSHEVIK GOVERNMENT DIVIDED.: [165, 1200, 365, 1213]
headline-rumania: RUMANIA SIGNS PEACE: [74, 63, 456, 163]
headline-dobruja: DOBRUJA GOES TO BULGARIA: [133, 177, 396, 238]
masthead-title: THE DOMINION, FRIDAY, MARCH 8, 1918.: [658, 15, 1277, 43]
subhead: "NOT THE SLIGHTEST SUSPICION OF JAPAN.": [585, 854, 830, 866]
received-time: (Rec. March 6, 7.40 p.m.): [212, 1802, 318, 1811]
received-time: (Rec. March 7, 11.45 p.m.): [1178, 1276, 1288, 1286]
subhead: ABDICATION OF THE KING THE FIRST CONDITION.: [571, 92, 844, 104]
page-number: 5: [1868, 15, 1885, 43]
received-time: (Rec. March 7, 7.40 p.m.): [655, 1690, 760, 1699]
article-text: The steamer Kentare has been: [1158, 1919, 1308, 1930]
column-3-ub: [931, 1225, 1148, 1932]
headline-reval: GERMAN CAPTURES AT REVAL: [158, 1762, 371, 1778]
received-time: (Rec. March 7, 8.5 p.m.): [214, 1306, 315, 1315]
received-time: (Rec. March 7, 8.5 p.m.): [214, 779, 315, 789]
subhead: PREVENTING THE PURCHASE OF CATTLE.: [1671, 527, 1833, 536]
received-time: (Rec. March 7, 7.40 p.m.): [1414, 1572, 1520, 1581]
